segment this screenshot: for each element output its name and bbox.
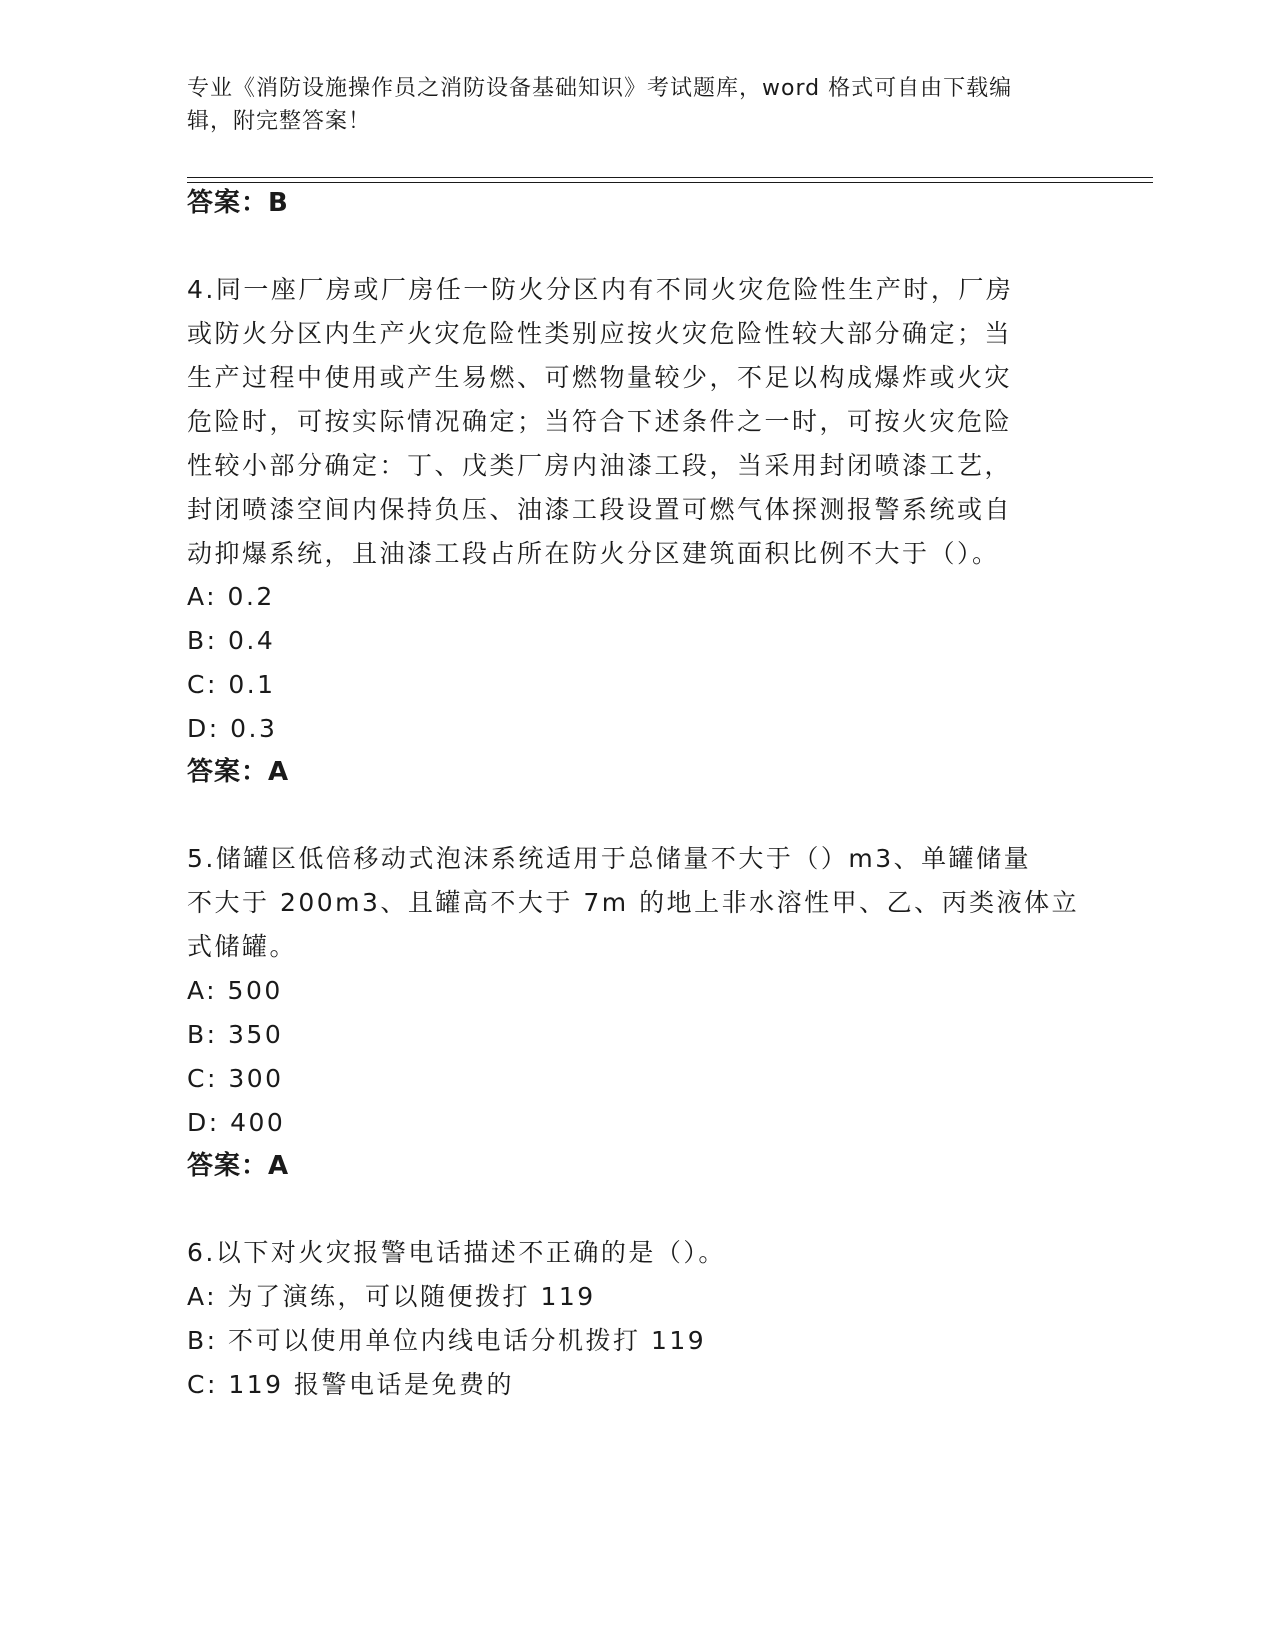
question-5-option-b: B: 350 bbox=[187, 1020, 284, 1049]
header-line-2: 辑，附完整答案！ bbox=[187, 109, 372, 134]
question-4-option-a: A: 0.2 bbox=[187, 582, 275, 611]
question-4-line: 生产过程中使用或产生易燃、可燃物量较少，不足以构成爆炸或火灾 bbox=[187, 363, 1013, 392]
question-5-line: 式储罐。 bbox=[187, 932, 298, 961]
question-5-answer: 答案：A bbox=[187, 1151, 290, 1181]
question-4-line: 动抑爆系统，且油漆工段占所在防火分区建筑面积比例不大于（）。 bbox=[187, 539, 1000, 568]
question-4-line: 4.同一座厂房或厂房任一防火分区内有不同火灾危险性生产时，厂房 bbox=[187, 275, 1014, 304]
question-5-line: 5.储罐区低倍移动式泡沫系统适用于总储量不大于（）m3、单罐储量 bbox=[187, 844, 1032, 873]
question-4-line: 封闭喷漆空间内保持负压、油漆工段设置可燃气体探测报警系统或自 bbox=[187, 495, 1013, 524]
document-header bbox=[187, 72, 1067, 138]
question-5-line: 不大于 200m3、且罐高不大于 7m 的地上非水溶性甲、乙、丙类液体立 bbox=[187, 888, 1080, 917]
header-divider-bottom bbox=[187, 182, 1153, 183]
question-4-line: 危险时，可按实际情况确定；当符合下述条件之一时，可按火灾危险 bbox=[187, 407, 1013, 436]
previous-answer: 答案：B bbox=[187, 188, 289, 218]
question-4-option-b: B: 0.4 bbox=[187, 626, 276, 655]
question-6-option-a: A: 为了演练，可以随便拨打 119 bbox=[187, 1282, 596, 1311]
question-4-line: 性较小部分确定：丁、戊类厂房内油漆工段，当采用封闭喷漆工艺， bbox=[187, 451, 1013, 480]
question-5-option-d: D: 400 bbox=[187, 1108, 286, 1137]
question-4-option-d: D: 0.3 bbox=[187, 714, 278, 743]
header-divider-top bbox=[187, 177, 1153, 178]
header-line-1: 专业《消防设施操作员之消防设备基础知识》考试题库，word 格式可自由下载编 bbox=[187, 76, 1013, 101]
question-4-option-c: C: 0.1 bbox=[187, 670, 276, 699]
question-5-option-a: A: 500 bbox=[187, 976, 283, 1005]
question-6-option-c: C: 119 报警电话是免费的 bbox=[187, 1370, 514, 1399]
question-4-answer: 答案：A bbox=[187, 757, 290, 787]
question-6-option-b: B: 不可以使用单位内线电话分机拨打 119 bbox=[187, 1326, 707, 1355]
question-6-line: 6.以下对火灾报警电话描述不正确的是（）。 bbox=[187, 1238, 726, 1267]
question-5-option-c: C: 300 bbox=[187, 1064, 284, 1093]
question-4-line: 或防火分区内生产火灾危险性类别应按火灾危险性较大部分确定；当 bbox=[187, 319, 1013, 348]
